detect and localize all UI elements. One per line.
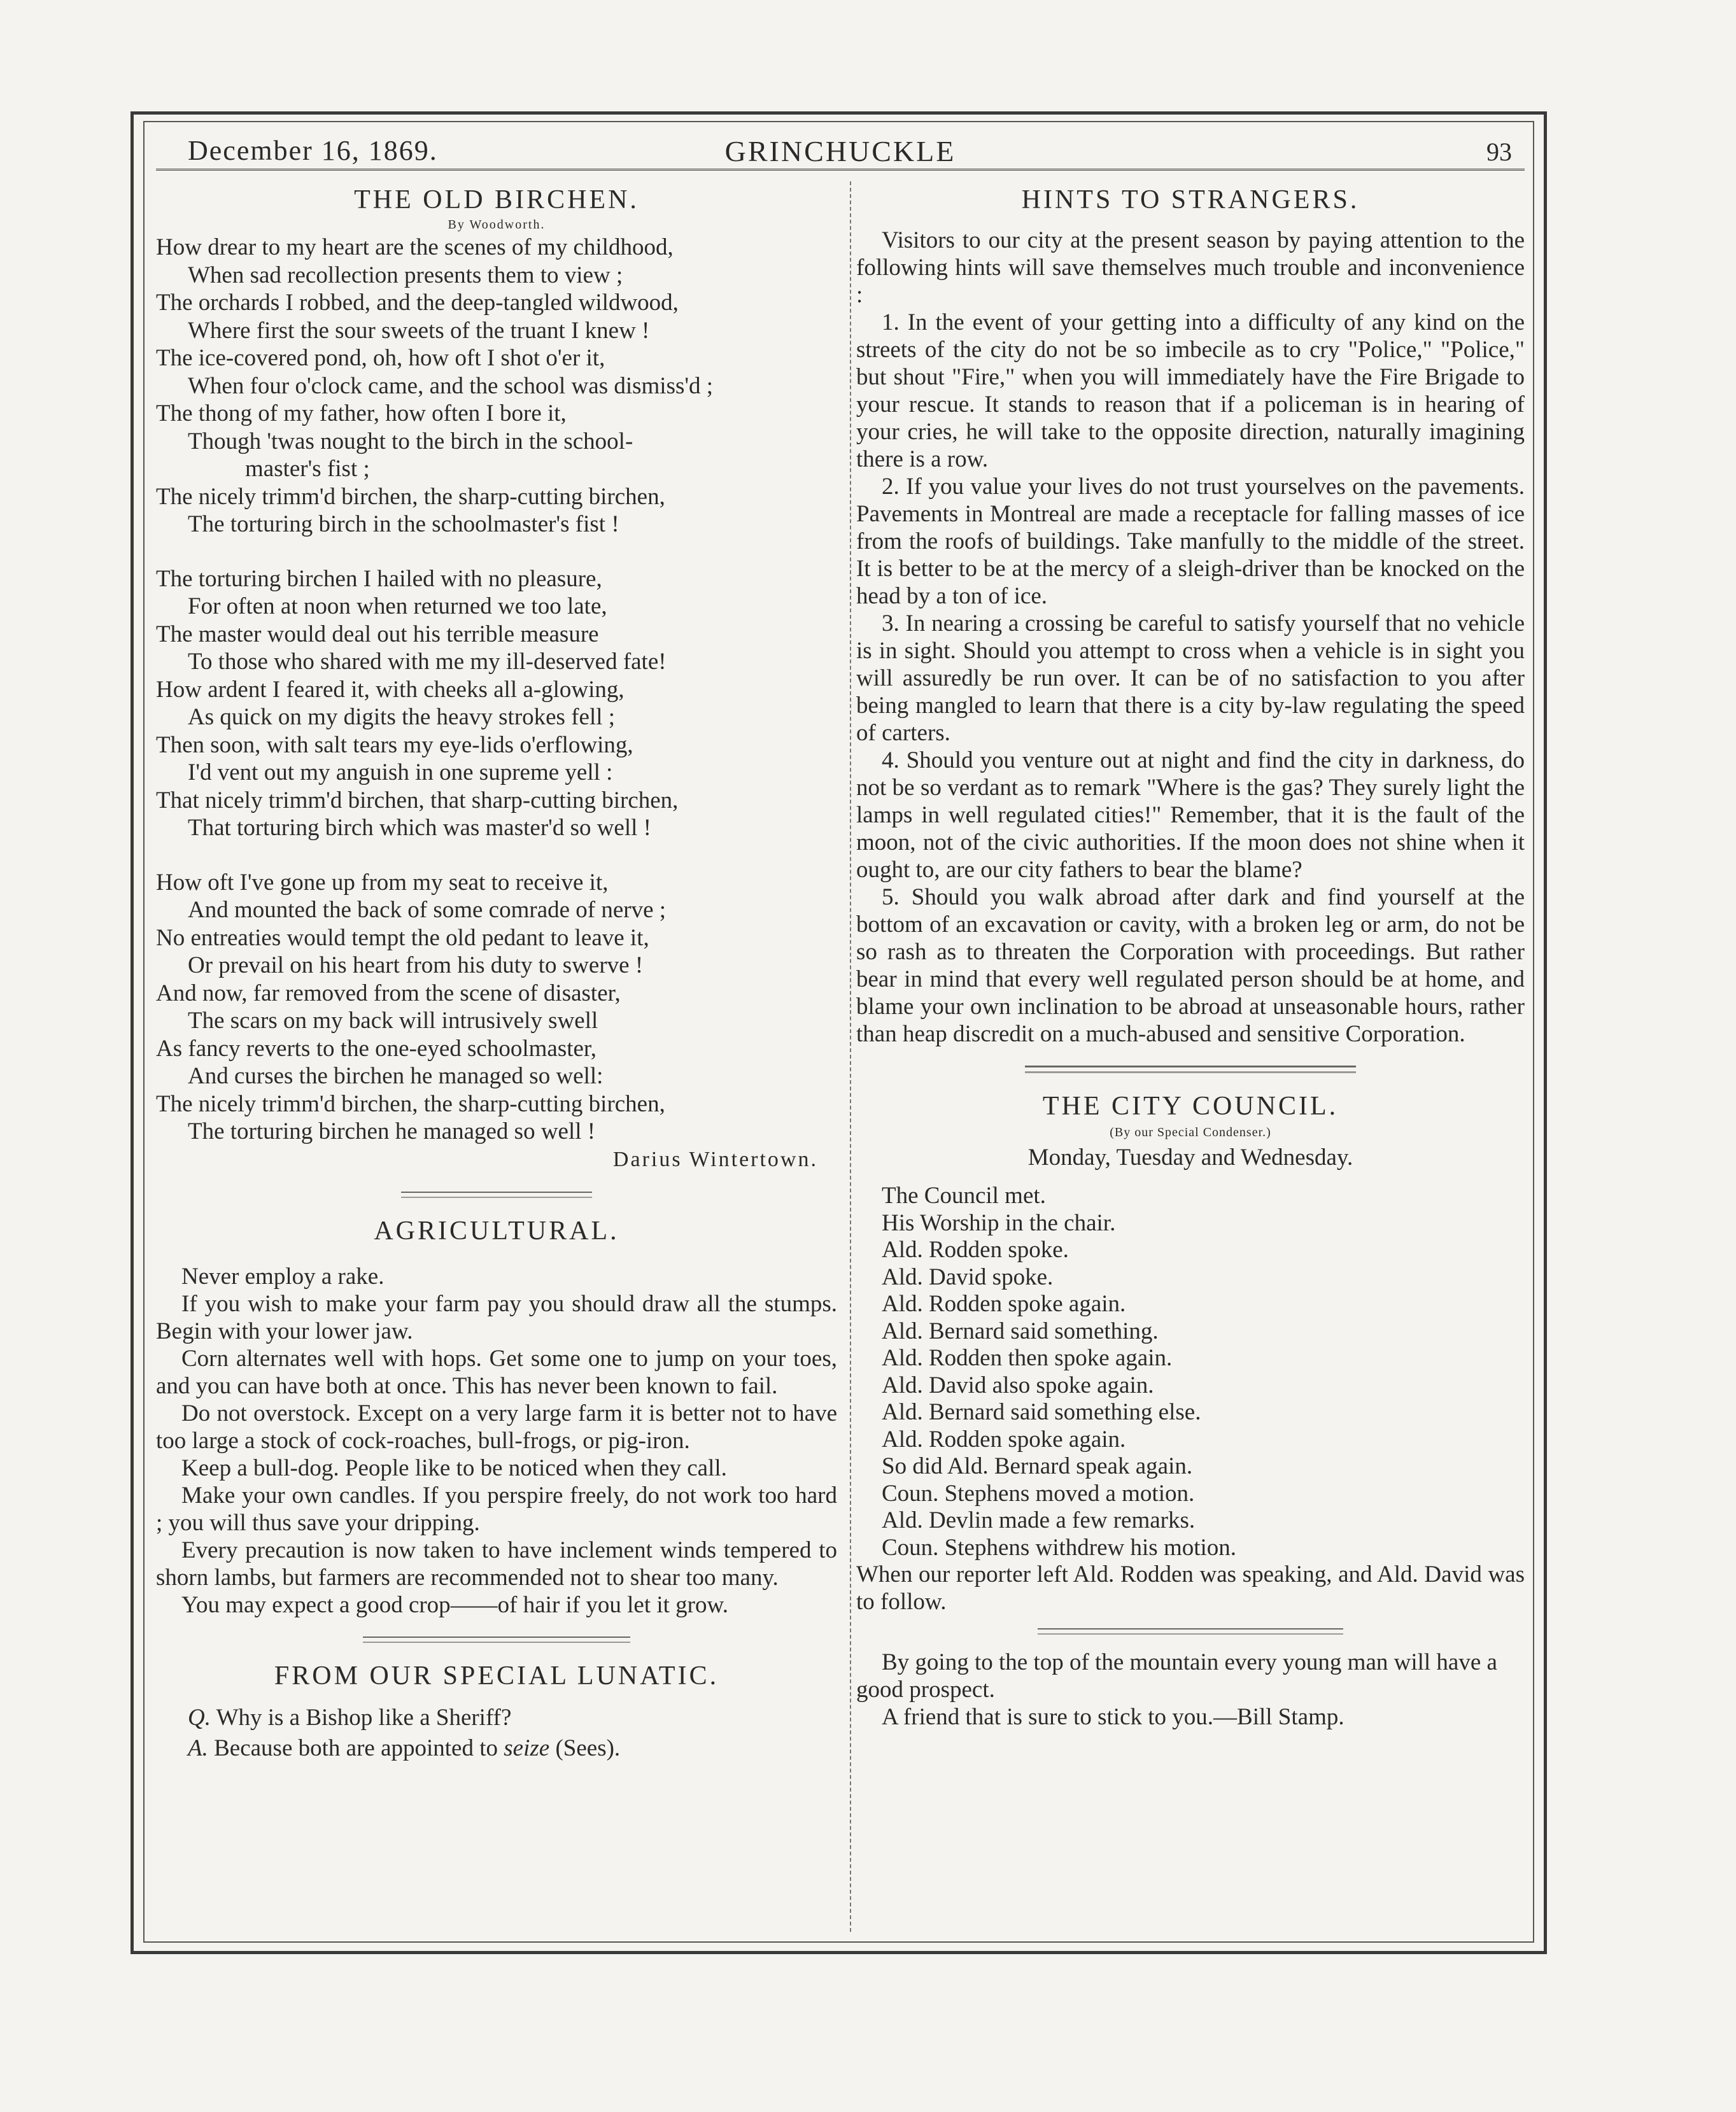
- issue-date: December 16, 1869.: [188, 135, 438, 166]
- hints-title: HINTS TO STRANGERS.: [1021, 185, 1360, 215]
- question-text: Why is a Bishop like a Sheriff?: [216, 1704, 512, 1731]
- council-days: Monday, Tuesday and Wednesday.: [1027, 1144, 1353, 1171]
- answer-line: [156, 1733, 837, 1764]
- poem-signature: Darius Wintertown.: [612, 1147, 818, 1171]
- section-divider: [401, 1192, 592, 1198]
- lunatic-title: FROM OUR SPECIAL LUNATIC.: [274, 1661, 719, 1691]
- poem-line: That torturing birch which was master'd so well !: [188, 815, 651, 841]
- poem-line: The nicely trimm'd birchen, the sharp-cutting birchen,: [156, 483, 665, 510]
- agri-paragraph: Do not overstock. Except on a very large farm it is better not to have too large a stock of cock-roaches, bull-frogs, or pig-iron.: [156, 1400, 837, 1454]
- publication-title: GRINCHUCKLE: [724, 135, 956, 167]
- agri-paragraph: Keep a bull-dog. People like to be noticed when they call.: [181, 1454, 727, 1481]
- poem-line: As fancy reverts to the one-eyed schoolmaster,: [156, 1035, 597, 1062]
- poem-line: When sad recollection presents them to view ;: [188, 262, 623, 288]
- poem-title: THE OLD BIRCHEN.: [354, 185, 639, 215]
- poem-line: When four o'clock came, and the school was dismiss'd ;: [188, 372, 714, 399]
- council-last-line: When our reporter left Ald. Rodden was speaking, and Ald. David was to follow.: [856, 1561, 1525, 1615]
- council-title: THE CITY COUNCIL.: [1042, 1092, 1339, 1121]
- answer-mark-label: A.: [188, 1735, 208, 1761]
- closing-notes: [856, 1649, 1525, 1731]
- poem-line: How ardent I feared it, with cheeks all a-glowing,: [156, 676, 625, 703]
- council-minute-line: His Worship in the chair.: [882, 1209, 1116, 1236]
- council-minute-line: Ald. David also spoke again.: [882, 1372, 1154, 1398]
- mountain-quip: By going to the top of the mountain every young man will have a good prospect.: [856, 1649, 1497, 1703]
- poem-line: The orchards I robbed, and the deep-tangled wildwood,: [156, 290, 679, 316]
- hints-body: [856, 227, 1525, 1048]
- right-column: [856, 185, 1525, 1731]
- friend-quip: A friend that is sure to stick to you.—Bill Stamp.: [882, 1704, 1344, 1730]
- poem-body: [156, 234, 837, 1146]
- agri-paragraph: Every precaution is now taken to have inclement winds tempered to shorn lambs, but farmers are recommended not to shear too many.: [156, 1537, 837, 1591]
- council-minute-line: Ald. Bernard said something.: [882, 1318, 1159, 1344]
- council-minute-line: Coun. Stephens moved a motion.: [882, 1480, 1195, 1507]
- poem-line: And now, far removed from the scene of disaster,: [156, 980, 621, 1006]
- answer-text-end: (Sees).: [555, 1735, 621, 1761]
- page-number: 93: [1486, 137, 1512, 166]
- question-line: [156, 1703, 837, 1733]
- poem-line: To those who shared with me my ill-deserved fate!: [188, 649, 667, 675]
- poem-line: The thong of my father, how often I bore it,: [156, 400, 567, 426]
- poem-line: For often at noon when returned we too late,: [188, 593, 607, 619]
- agricultural-title: AGRICULTURAL.: [374, 1216, 619, 1246]
- council-minute-line: Coun. Stephens withdrew his motion.: [882, 1534, 1237, 1561]
- poem-line: The torturing birch in the schoolmaster's fist !: [188, 511, 619, 537]
- agri-paragraph: Make your own candles. If you perspire freely, do not work too hard ; you will thus save your dripping.: [156, 1482, 837, 1536]
- poem-line: The nicely trimm'd birchen, the sharp-cutting birchen,: [156, 1090, 665, 1117]
- poem-line: And mounted the back of some comrade of nerve ;: [188, 897, 667, 923]
- council-minute-line: Ald. Bernard said something else.: [882, 1399, 1201, 1425]
- agricultural-body: [156, 1263, 837, 1619]
- hints-paragraph: 2. If you value your lives do not trust yourselves on the pavements. Pavements in Montreal are made a receptacle for falling masses of ice from the roofs of buildings. Take manfully to the middle of the street. It is better to be at the mercy of a sleigh-driver than be knocked on the head by a ton of ice.: [856, 474, 1525, 609]
- poem-line: That nicely trimm'd birchen, that sharp-cutting birchen,: [156, 787, 679, 813]
- hints-paragraph: 4. Should you venture out at night and find the city in darkness, do not be so verdant as to remark "Where is the gas? They surely light the lamps in well regulated cities!" Remember, that it is the fault of the moon, not of the civic authorities. If the moon does not shine when it ought to, are our city fathers to bear the blame?: [856, 747, 1525, 883]
- council-minute-line: The Council met.: [882, 1183, 1046, 1209]
- agri-paragraph: If you wish to make your farm pay you should draw all the stumps. Begin with your lower jaw.: [156, 1290, 837, 1344]
- poem-line: And curses the birchen he managed so well:: [188, 1063, 603, 1089]
- section-divider: [363, 1637, 630, 1643]
- poem-line: How drear to my heart are the scenes of my childhood,: [156, 234, 674, 260]
- poem-line: The master would deal out his terrible measure: [156, 621, 599, 647]
- poem-line: Where first the sour sweets of the truant I knew !: [188, 317, 650, 344]
- masthead: [156, 130, 1525, 171]
- agri-paragraph: Corn alternates well with hops. Get some one to jump on your toes, and you can have both at once. This has never been known to fail.: [156, 1345, 837, 1399]
- stanza-gap: [156, 842, 837, 869]
- stanza-gap: [156, 539, 837, 565]
- hints-paragraph: 1. In the event of your getting into a difficulty of any kind on the streets of the city do not be so imbecile as to cry "Police," "Police," but shout "Fire," when you will immediately have the Fire Brigade to your rescue. It stands to reason that if a policeman is in hearing of your cries, he will take to the opposite direction, naturally imagining there is a row.: [856, 309, 1525, 472]
- poem-line: No entreaties would tempt the old pedant to leave it,: [156, 924, 649, 951]
- poem-line: The torturing birchen I hailed with no pleasure,: [156, 565, 602, 592]
- poem-line: The ice-covered pond, oh, how oft I shot o'er it,: [156, 345, 605, 371]
- agri-paragraph: You may expect a good crop——of hair if you let it grow.: [181, 1591, 729, 1618]
- council-minutes: [856, 1183, 1525, 1561]
- poem-byline: By Woodworth.: [448, 218, 546, 232]
- council-minute-line: Ald. Rodden spoke again.: [882, 1291, 1126, 1317]
- poem-line: The scars on my back will intrusively swell: [188, 1008, 598, 1034]
- lunatic-body: [156, 1703, 837, 1764]
- council-minute-line: Ald. Rodden spoke.: [882, 1237, 1069, 1263]
- council-minute-line: Ald. Rodden spoke again.: [882, 1426, 1126, 1453]
- council-subtitle: (By our Special Condenser.): [1110, 1125, 1271, 1139]
- poem-line: master's fist ;: [245, 456, 370, 482]
- poem-line: I'd vent out my anguish in one supreme yell :: [188, 759, 613, 785]
- council-minute-line: Ald. Devlin made a few remarks.: [882, 1507, 1196, 1533]
- hints-paragraph: 3. In nearing a crossing be careful to satisfy yourself that no vehicle is in sight. Should you attempt to cross when a vehicle is in sight you will assuredly be run over. It can be of no satisfaction to you after being mangled to learn that there is a city by-law regulating the speed of carters.: [856, 610, 1525, 746]
- poem-line: Or prevail on his heart from his duty to swerve !: [188, 952, 644, 978]
- question-mark-label: Q.: [188, 1704, 211, 1731]
- poem-line: Though 'twas nought to the birch in the school-: [188, 428, 633, 454]
- hints-paragraph: 5. Should you walk abroad after dark and find yourself at the bottom of an excavation or cavity, with a broken leg or arm, do not be so rash as to threaten the Corporation with proceedings. But rather bear in mind that every well regulated person should be at home, and blame your own inclination to be abroad at unseasonable hours, rather than heap discredit on a much-abused and sensitive Corporation.: [856, 884, 1525, 1047]
- council-minute-line: Ald. David spoke.: [882, 1264, 1054, 1290]
- answer-text: Because both are appointed to: [214, 1735, 498, 1761]
- left-column: [156, 185, 837, 1764]
- poem-line: As quick on my digits the heavy strokes fell ;: [188, 704, 616, 730]
- hints-paragraph: Visitors to our city at the present season by paying attention to the following hints will save themselves much trouble and inconvenience :: [856, 227, 1525, 308]
- section-divider: [1025, 1066, 1356, 1073]
- poem-line: Then soon, with salt tears my eye-lids o'erflowing,: [156, 731, 633, 758]
- section-divider: [1038, 1628, 1343, 1635]
- poem-line: How oft I've gone up from my seat to receive it,: [156, 869, 609, 896]
- column-divider: [850, 181, 851, 1932]
- answer-italic-word: seize: [504, 1735, 550, 1761]
- agri-paragraph: Never employ a rake.: [181, 1263, 385, 1290]
- poem-line: The torturing birchen he managed so well !: [188, 1118, 596, 1144]
- council-minute-line: Ald. Rodden then spoke again.: [882, 1345, 1173, 1371]
- council-minute-line: So did Ald. Bernard speak again.: [882, 1453, 1193, 1479]
